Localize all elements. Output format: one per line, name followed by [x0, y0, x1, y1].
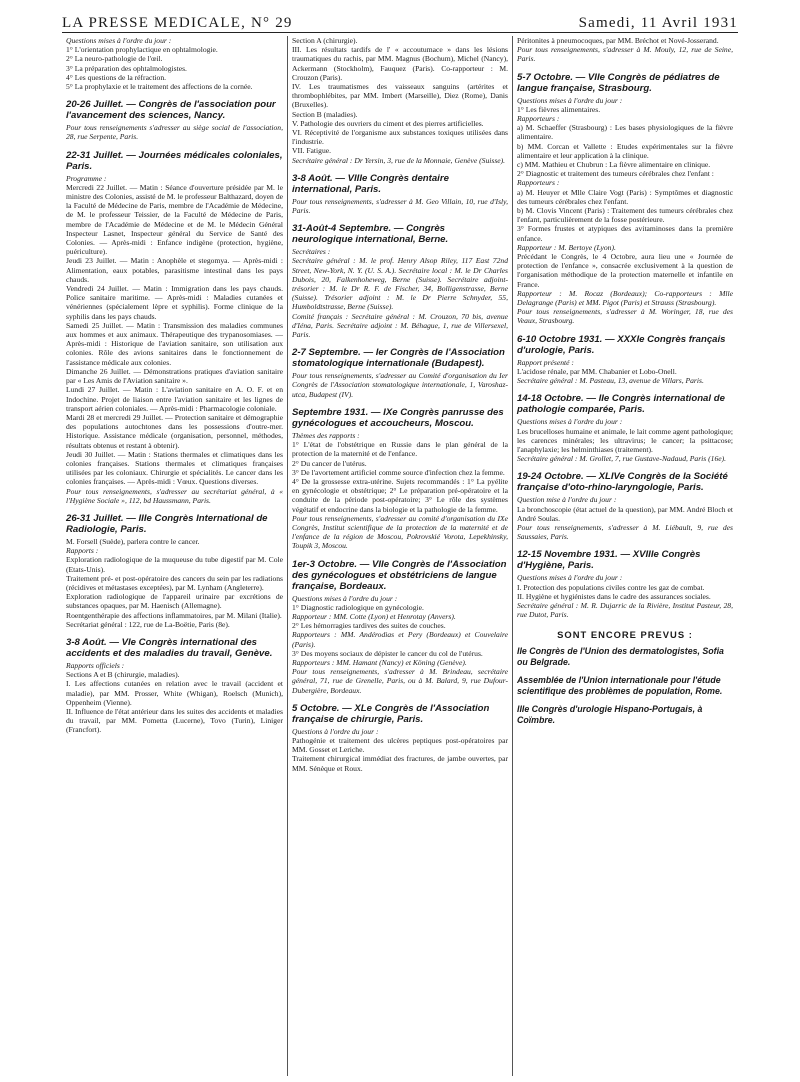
entry-text: b) MM. Corcan et Vallette : Etudes expérimentales sur la fièvre alimentaire et leur application à la clinique.	[517, 141, 733, 160]
entry-heading: 6-10 Octobre 1931. — XXXIe Congrès français d'urologie, Paris.	[517, 333, 726, 356]
entry-text: Thèmes des rapports :	[292, 430, 360, 440]
entry-text: 1° Diagnostic radiologique en gynécologie.	[292, 602, 424, 612]
entry-text: Secrétaire général : M. R. Dujarric de la Rivière, Institut Pasteur, 28, rue Dutot, Paris.	[517, 600, 733, 620]
entry-text: Samedi 25 Juillet. — Matin : Transmission des maladies communes aux hommes et aux animaux. Thérapeutique des trypanosomiases. — Après-midi : Historique de l'aviation sanitaire, son utilisation aux colonies. Rôle des avions sanitaires dans le fonctionnement de l'assistance médicale aux colonies.	[66, 320, 283, 367]
entry-text: Programme :	[66, 173, 107, 183]
entry-text: Pour tous renseignements, s'adresser au comité d'organisation du IXe Congrès, Institut scientifique de la protection de la maternité et de l'enfance de la région de Moscou, Pokrovskié Vorota, Lepekhinsky, Toupik 3, Moscou.	[292, 513, 508, 551]
entry-text: Rapporteurs :	[517, 114, 560, 124]
congress-entry	[292, 223, 508, 339]
entry-text: Secrétariat général : 122, rue de La-Boëtie, Paris (8e).	[66, 619, 230, 629]
entry-text: Jeudi 23 Juillet. — Matin : Anophèle et stegomya. — Après-midi : Alimentation, eaux potables, parasitisme intestinal dans les pays chauds.	[66, 256, 283, 284]
congress-entry	[292, 559, 508, 695]
congress-entry	[66, 513, 283, 629]
planned-congress: IIe Congrès de l'Union des dermatologistes, Sofia ou Belgrade.	[517, 646, 724, 667]
entry-text: 1° Les fièvres alimentaires.	[517, 104, 601, 114]
congress-entry	[517, 471, 733, 541]
entry-text: VII. Fatigue.	[292, 146, 332, 156]
entry-text: Rapporteur : MM. Cotte (Lyon) et Henrotay (Anvers).	[292, 611, 456, 621]
planned-congress: Assemblée de l'Union internationale pour l'étude scientifique des problèmes de population, Rome.	[517, 675, 723, 696]
entry-text: L'acidose rénale, par MM. Chabanier et Lobo-Onell.	[517, 366, 677, 376]
entry-heading: 19-24 Octobre. — XLIVe Congrès de la Société française d'oto-rhino-laryngologie, Paris.	[517, 471, 728, 494]
congress-entry	[517, 72, 733, 326]
entry-text: Questions mises à l'ordre du jour :	[517, 573, 623, 583]
entry-heading: 5 Octobre. — XLe Congrès de l'Association française de chirurgie, Paris.	[292, 702, 490, 725]
masthead	[62, 8, 738, 33]
entry-text: Rapporteurs : MM. Andérodias et Pery (Bordeaux) et Couvelaire (Paris).	[292, 630, 508, 649]
issue-date: Samedi, 11 Avril 1931	[578, 15, 738, 31]
entry-text: a) M. Schaeffer (Strasbourg) : Les bases physiologiques de la fièvre alimentaire.	[517, 123, 733, 142]
congress-entry	[517, 393, 733, 463]
entry-heading: 22-31 Juillet. — Journées médicales coloniales, Paris.	[66, 149, 283, 172]
entry-text: Rapporteurs : MM. Hamant (Nancy) et Köning (Genève).	[292, 657, 467, 667]
entry-text: Dimanche 26 Juillet. — Démonstrations pratiques d'aviation sanitaire par « Les Amis de l'Aviation sanitaire ».	[66, 366, 283, 386]
entry-text: Exploration radiologique de l'appareil urinaire par excrétions de substances opaques, par M. Haenisch (Allemagne).	[66, 592, 283, 611]
entry-heading: 20-26 Juillet. — Congrès de l'association pour l'avancement des sciences, Nancy.	[66, 99, 276, 122]
entry-heading: 1er-3 Octobre. — VIIe Congrès de l'Association des gynécologues et obstétriciens de langue française, Bordeaux.	[292, 558, 507, 592]
congress-entry	[66, 637, 283, 735]
entry-text: Pour tous renseignements, s'adresser à M. Mouly, 12, rue de Seine, Paris.	[517, 45, 733, 64]
congress-entry	[66, 150, 283, 505]
entry-text: IV. Les traumatismes des vaisseaux sanguins (artérites et thrombophlébites, par MM. Imbert (Marseille), Diez (Rome), Danis (Bruxelles).	[292, 82, 508, 110]
column-2	[287, 36, 512, 1076]
entry-text: M. Forsell (Suède), parlera contre le cancer.	[66, 536, 200, 546]
entry-text: Pour tous renseignements, s'adresser à M. Geo Villain, 10, rue d'Isly, Paris.	[292, 196, 508, 216]
planned-congress: IIIe Congrès d'urologie Hispano-Portugais, à Coïmbre.	[517, 704, 703, 725]
entry-text: Traitement chirurgical immédiat des fractures, de jambe ouvertes, par MM. Sénèque et Roux.	[292, 754, 508, 773]
entry-text: Sections A et B (chirurgie, maladies).	[66, 670, 180, 680]
entry-text: Questions mises à l'ordre du jour :	[517, 417, 623, 427]
section-heading: SONT ENCORE PREVUS :	[557, 629, 693, 641]
entry-text: Pour tous renseignements, s'adresser au secrétariat général, à « l'Hygiène Sociale », 112, bd Haussmann, Paris.	[66, 486, 283, 505]
entry-text: 3° De l'avortement artificiel comme source d'infection chez la femme.	[292, 467, 505, 477]
column-3	[512, 36, 737, 1076]
congress-entry	[292, 36, 508, 165]
congress-entry	[292, 173, 508, 215]
entry-heading: 2-7 Septembre. — Ier Congrès de l'Association stomatologique internationale (Budapest).	[292, 347, 505, 370]
entry-text: 3° La préparation des ophtalmologistes.	[66, 63, 187, 73]
congress-entry	[66, 36, 283, 91]
article-columns	[62, 36, 738, 1076]
entry-text: 5° La prophylaxie et le traitement des affections de la cornée.	[66, 82, 253, 92]
congress-entry	[66, 99, 283, 141]
entry-text: Rapports :	[66, 546, 99, 556]
entry-text: Secrétaire général : M. Pasteau, 13, avenue de Villars, Paris.	[517, 376, 704, 386]
entry-heading: 5-7 Octobre. — VIIe Congrès de pédiatres de langue française, Strasbourg.	[517, 71, 720, 94]
congress-entry	[292, 703, 508, 773]
entry-text: II. Hygiène et hygiénistes dans le cadre des assurances sociales.	[517, 591, 711, 601]
entry-text: Précédant le Congrès, le 4 Octobre, aura lieu une « Journée de protection de l'enfance », consacrée exclusivement à la question de l'organisation méthodique de la protection maternelle et infantile en France.	[517, 252, 733, 289]
entry-text: I. Les affections cutanées en relation avec le travail (accident et maladie), par MM. Prosser, White (Whigan), Roelsch (Munich), Oppenheim (Vienne).	[66, 679, 283, 707]
entry-text: Lundi 27 Juillet. — Matin : L'aviation sanitaire en A. O. F. et en Indochine. Projet de liaison entre l'aviation sanitaire et les lignes de transport aérien coloniales. — Après-midi : Pharmacologie coloniale.	[66, 385, 283, 413]
entry-text: Section B (maladies).	[292, 109, 358, 119]
entry-text: c) MM. Mathieu et Chubrun : La fièvre alimentaire en clinique.	[517, 160, 711, 170]
column-1	[62, 36, 287, 1076]
entry-text: 3° Des moyens sociaux de dépister le cancer du col de l'utérus.	[292, 648, 483, 658]
entry-text: 2° Les hémorragies tardives des suites de couches.	[292, 621, 446, 631]
entry-text: Jeudi 30 Juillet. — Matin : Stations thermales et climatiques dans les colonies françaises. Stations thermales et climatiques françaises utilisées par les coloniaux. Chirurgie et spécialités. Le cancer dans les colonies françaises. — Après-midi : Vœux. Questions diverses.	[66, 449, 283, 487]
entry-text: Traitement pré- et post-opératoire des cancers du sein par les radiations (récidives et métastases exceptées), par M. Lynham (Angleterre).	[66, 573, 283, 592]
entry-text: Pour tous renseignements, s'adresser à M. Liébault, 9, rue des Saussaies, Paris.	[517, 522, 733, 542]
entry-text: Exploration radiologique de la muqueuse du tube digestif par M. Cole (Etats-Unis).	[66, 555, 283, 574]
entry-text: I. Protection des populations civiles contre les gaz de combat.	[517, 582, 705, 592]
entry-heading: 12-15 Novembre 1931. — XVIIIe Congrès d'Hygiène, Paris.	[517, 549, 701, 572]
entry-text: Roentgenthérapie des affections inflammatoires, par M. Milani (Italie).	[66, 610, 282, 620]
entry-text: VI. Réceptivité de l'organisme aux substances toxiques utilisées dans l'industrie.	[292, 128, 508, 147]
entry-text: 1° L'état de l'obstétrique en Russie dans le plan général de la protection de la maternité et de l'enfance.	[292, 440, 508, 459]
entry-text: Questions mises à l'ordre du jour :	[292, 593, 398, 603]
entry-text: 3° Formes frustes et atypiques des avitaminoses dans la première enfance.	[517, 224, 733, 243]
entry-text: Questions à l'ordre du jour :	[292, 726, 379, 736]
entry-text: Rapports officiels :	[66, 660, 125, 670]
entry-text: b) M. Clovis Vincent (Paris) : Traitement des tumeurs cérébrales chez l'enfant, particulièrement de la fosse postérieure.	[517, 206, 733, 225]
entry-text: Pathogénie et traitement des ulcères peptiques post-opératoires par MM. Gosset et Leriche.	[292, 735, 508, 755]
entry-text: II. Influence de l'état antérieur dans les suites des accidents et maladies du travail, par MM. Pometta (Lucerne), Tovo (Turin), Liniger (Francfort).	[66, 706, 283, 735]
entry-text: Pour tous renseignements, s'adresser au Comité d'organisation du Ier Congrès de l'Association stomatologique internationale, 1, Varoshaz-utca, Budapest (IV).	[292, 371, 508, 399]
entry-text: 4° De la grossesse extra-utérine. Sujets recommandés : 1° La pyélite en gynécologie et obstétrique; 2° Le préparation pré-opératoire et la conduite de la période post-opératoire; 3° Le rôle des systèmes végétatif et endocrine dans la biologie et la pathologie de la femme.	[292, 476, 508, 514]
entry-text: Péritonites à pneumocoques, par MM. Bréchot et Nové-Josserand.	[517, 36, 719, 45]
entry-heading: 14-18 Octobre. — IIe Congrès international de pathologie comparée, Paris.	[517, 393, 725, 416]
entry-heading: Septembre 1931. — IXe Congrès panrusse des gynécologues et accoucheurs, Moscou.	[292, 406, 504, 429]
entry-text: Rapport présenté :	[517, 357, 574, 367]
entry-text: Section A (chirurgie).	[292, 36, 358, 45]
entry-heading: 3-8 Août. — VIe Congrès international des accidents et des maladies du travail, Genève.	[66, 636, 273, 659]
entry-text: Secrétaire général : Dr Yersin, 3, rue de la Monnaie, Genève (Suisse).	[292, 155, 506, 165]
congress-entry	[517, 549, 733, 619]
entry-text: Questions mises à l'ordre du jour :	[517, 95, 623, 105]
entry-text: 1° L'orientation prophylactique en ophtalmologie.	[66, 45, 218, 55]
entry-text: Rapporteurs :	[517, 178, 560, 188]
entry-text: Question mise à l'ordre du jour :	[517, 495, 617, 505]
entry-text: La bronchoscopie (état actuel de la question), par MM. André Bloch et André Soulas.	[517, 504, 733, 523]
entry-text: Pour tous renseignements s'adresser au siège social de l'association, 28, rue Serpente, Paris.	[66, 123, 283, 142]
entry-text: Vendredi 24 Juillet. — Matin : Immigration dans les pays chauds. Police sanitaire maritime. — Après-midi : Maladies cutanées et vénériennes (spécialement lèpre et syphilis). Forme clinique de la syphilis dans les pays chauds.	[66, 284, 283, 321]
entry-text: 2° La neuro-pathologie de l'œil.	[66, 54, 163, 64]
entry-text: Rapporteur : M. Bertoye (Lyon).	[517, 242, 616, 252]
journal-title: LA PRESSE MEDICALE, N° 29	[62, 15, 293, 31]
entry-heading: 26-31 Juillet. — IIIe Congrès International de Radiologie, Paris.	[66, 512, 268, 535]
entry-text: Secrétaire général : M. Grollet, 7, rue Gustave-Nadaud, Paris (16e).	[517, 454, 727, 464]
entry-text: a) M. Heuyer et Mlle Claire Vogt (Paris) : Symptômes et diagnostic des tumeurs cérébrales chez l'enfant.	[517, 187, 733, 206]
congress-entry	[517, 36, 733, 64]
entry-text: 4° Les questions de la réfraction.	[66, 72, 167, 82]
entry-text: Mercredi 22 Juillet. — Matin : Séance d'ouverture présidée par M. le ministre des Colonies, assisté de M. le professeur Balthazard, doyen de la Faculté de Médecine de Paris, membre de l'Académie de Médecine, de M. le professeur Teissier, de la Faculté de Médecine de Paris, membre de l'Académie de Médecine et de M. le Médecin Général Inspecteur Lasnet, Inspecteur général du Service de Santé des Colonies. — Après-midi : Enfance indigène (protection, hygiène, puériculture).	[66, 182, 283, 257]
congress-entry	[292, 407, 508, 551]
congress-entry	[517, 334, 733, 386]
entry-text: Mardi 28 et mercredi 29 Juillet. — Protection sanitaire et démographie des populations autochtones dans les possessions d'outre-mer. Historique. Assistance médicale (organisation, personnel, méthodes, résultats obtenus et restant à obtenir).	[66, 412, 283, 450]
entry-text: Rapporteur : M. Rocaz (Bordeaux); Co-rapporteurs : Mlle Delagrange (Paris) et MM. Pigot (Paris) et Strauss (Strasbourg).	[517, 288, 733, 308]
congress-entry	[292, 347, 508, 399]
entry-text: Secrétaires :	[292, 247, 331, 257]
entry-text: III. Les résultats tardifs de l' « accoutumace » dans les lésions traumatiques du rachis, par MM. Magnus (Bochum), Michel (Nancy), Ackermann (Stockholm), Fauquez (Paris). Co-rapporteur : M. Crouzon (Paris).	[292, 45, 508, 82]
entry-text: Les brucelloses humaine et animale, le lait comme agent pathologique; les carences minérales; les ultravirus; le cancer; la psittacose; l'anaphylaxie; les helminthiases (traitement).	[517, 426, 733, 454]
entry-text: V. Pathologie des ouvriers du ciment et des pierres artificielles.	[292, 118, 484, 128]
entry-text: Questions mises à l'ordre du jour :	[66, 36, 172, 45]
entry-text: Comité français : Secrétaire général : M. Crouzon, 70 bis, avenue d'Iéna, Paris. Secrétaire adjoint : M. Béhague, 1, rue de Villersexel, Paris.	[292, 311, 508, 340]
entry-heading: 31-Août-4 Septembre. — Congrès neurologique international, Berne.	[292, 223, 449, 246]
entry-text: Secrétaire général : M. le prof. Henry Alsop Riley, 117 East 72nd Street, New-York, N. Y. (U. S. A.). Secrétaire local : M. le Dr Charles Dubois, 20, Falkenhoheweg, Berne (Suisse). Secrétaire adjoint-trésorier : M. le Dr R. F. de Fischer, 34, Bolligenstrasse, Berne (Suisse). Trésorier adjoint : M. le Dr Pierre Schnyder, 55, Humboldtstrasse, Berne (Suisse).	[292, 256, 508, 312]
entry-text: 2° Du cancer de l'utérus.	[292, 458, 367, 468]
entry-text: Pour tous renseignements, s'adresser à M. Woringer, 18, rue des Veaux, Strasbourg.	[517, 307, 733, 326]
entry-text: Pour tous renseignements, s'adresser à M. Brindeau, secrétaire général, 71, rue de Grenelle, Paris, ou à M. Balard, 9, rue Dufour-Dubergière, Bordeaux.	[292, 667, 508, 695]
entry-heading: 3-8 Août. — VIIIe Congrès dentaire international, Paris.	[292, 172, 449, 195]
entry-text: 2° Diagnostic et traitement des tumeurs cérébrales chez l'enfant :	[517, 169, 714, 179]
